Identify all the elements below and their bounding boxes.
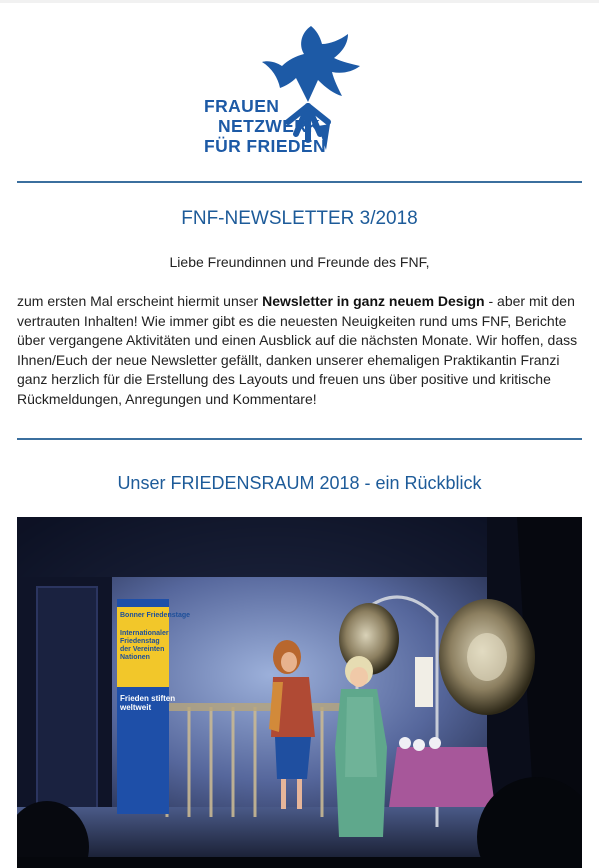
banner-line-5: Nationen bbox=[120, 654, 150, 661]
banner-line-6: Frieden stiften bbox=[120, 694, 176, 703]
logo-line-3: FÜR FRIEDEN bbox=[204, 136, 327, 156]
intro-bold-text: Newsletter in ganz neuem Design bbox=[262, 293, 485, 309]
banner-line-1: Bonner Friedenstage bbox=[120, 612, 191, 619]
banner-line-2: Internationaler bbox=[120, 630, 169, 637]
banner-line-4: der Vereinten bbox=[120, 646, 165, 653]
section-title[interactable]: Unser FRIEDENSRAUM 2018 - ein Rückblick bbox=[117, 473, 482, 493]
logo-line-2: NETZWERK bbox=[218, 116, 321, 136]
banner-line-3: Friedenstag bbox=[120, 638, 160, 645]
intro-text-end: - aber mit den vertrauten Inhalten! Wie immer gibt es die neuesten Neuigkeiten rund ums FNF, Berichte über vergangene Aktivitäten und einen Ausblick auf die nächsten Monate. Wir hoffen, dass Ihnen/Euch der neue Newsletter gefällt, danken unserer ehemaligen Praktikantin Franzi ganz herzlich für die Erstellung des Layouts und freuen uns über positive und kritische Rückmeldungen, Anregungen und Kommentare! bbox=[17, 293, 578, 407]
intro-text-start: zum ersten Mal erscheint hiermit unser bbox=[17, 293, 263, 309]
banner-line-7: weltweit bbox=[120, 703, 152, 712]
divider-top bbox=[17, 181, 582, 183]
fnf-logo[interactable] bbox=[196, 22, 396, 162]
top-border bbox=[0, 0, 599, 3]
intro-paragraph bbox=[17, 292, 587, 409]
newsletter-title: FNF-NEWSLETTER 3/2018 bbox=[181, 208, 418, 229]
divider-middle bbox=[17, 438, 582, 440]
greeting: Liebe Freundinnen und Freunde des FNF, bbox=[169, 254, 430, 270]
event-photo[interactable] bbox=[17, 517, 582, 868]
logo-line-1: FRAUEN bbox=[204, 96, 280, 116]
